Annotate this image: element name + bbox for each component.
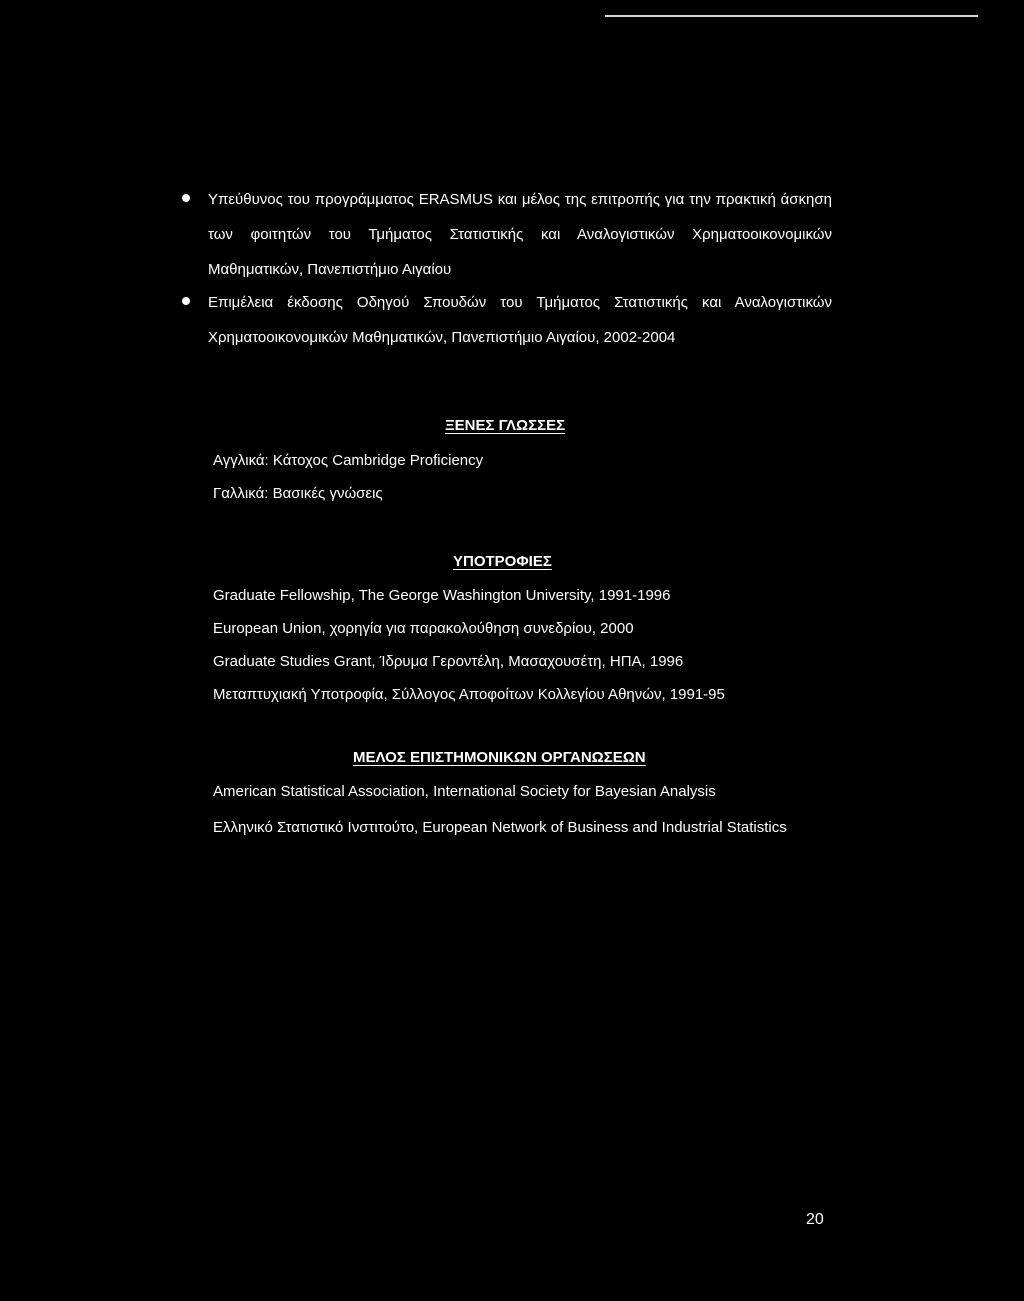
languages-heading: ΞΕΝΕΣ ΓΛΩΣΣΕΣ: [445, 417, 566, 434]
scholarship-item: European Union, χορηγία για παρακολούθηση συνεδρίου, 2000: [213, 620, 634, 637]
language-item-french: Γαλλικά: Βασικές γνώσεις: [213, 485, 383, 502]
list-item: [182, 182, 832, 287]
activity-text: Επιμέλεια έκδοσης Οδηγού Σπουδών του Τμήματος Στατιστικής και Αναλογιστικών Χρηματοοικονομικών Μαθηματικών, Πανεπιστήμιο Αιγαίου, 2002-2004: [208, 294, 832, 346]
membership-item: Ελληνικό Στατιστικό Ινστιτούτο, European Network of Business and Industrial Statistics: [213, 819, 787, 836]
language-item-english: Αγγλικά: Κάτοχος Cambridge Proficiency: [213, 452, 484, 469]
list-item: [182, 285, 832, 355]
scholarship-item: Graduate Studies Grant, Ίδρυμα Γεροντέλη, Μασαχουσέτη, ΗΠΑ, 1996: [213, 653, 684, 670]
activities-list: [182, 182, 832, 355]
bullet-icon: [182, 297, 190, 305]
scholarship-item: Graduate Fellowship, The George Washington University, 1991-1996: [213, 587, 671, 604]
top-rule: [605, 15, 978, 17]
memberships-heading: ΜΕΛΟΣ ΕΠΙΣΤΗΜΟΝΙΚΩΝ ΟΡΓΑΝΩΣΕΩΝ: [353, 749, 646, 766]
bullet-icon: [182, 194, 190, 202]
activity-text: Υπεύθυνος του προγράμματος ERASMUS και μέλος της επιτροπής για την πρακτική άσκηση των φοιτητών του Τμήματος Στατιστικής και Αναλογιστικών Χρηματοοικονομικών Μαθηματικών, Πανεπιστήμιο Αιγαίου: [208, 191, 832, 278]
membership-item: American Statistical Association, International Society for Bayesian Analysis: [213, 783, 716, 800]
page-number: 20: [806, 1211, 824, 1228]
scholarships-heading: ΥΠΟΤΡΟΦΙΕΣ: [453, 553, 552, 570]
scholarship-item: Μεταπτυχιακή Υποτροφία, Σύλλογος Αποφοίτων Κολλεγίου Αθηνών, 1991-95: [213, 686, 725, 703]
